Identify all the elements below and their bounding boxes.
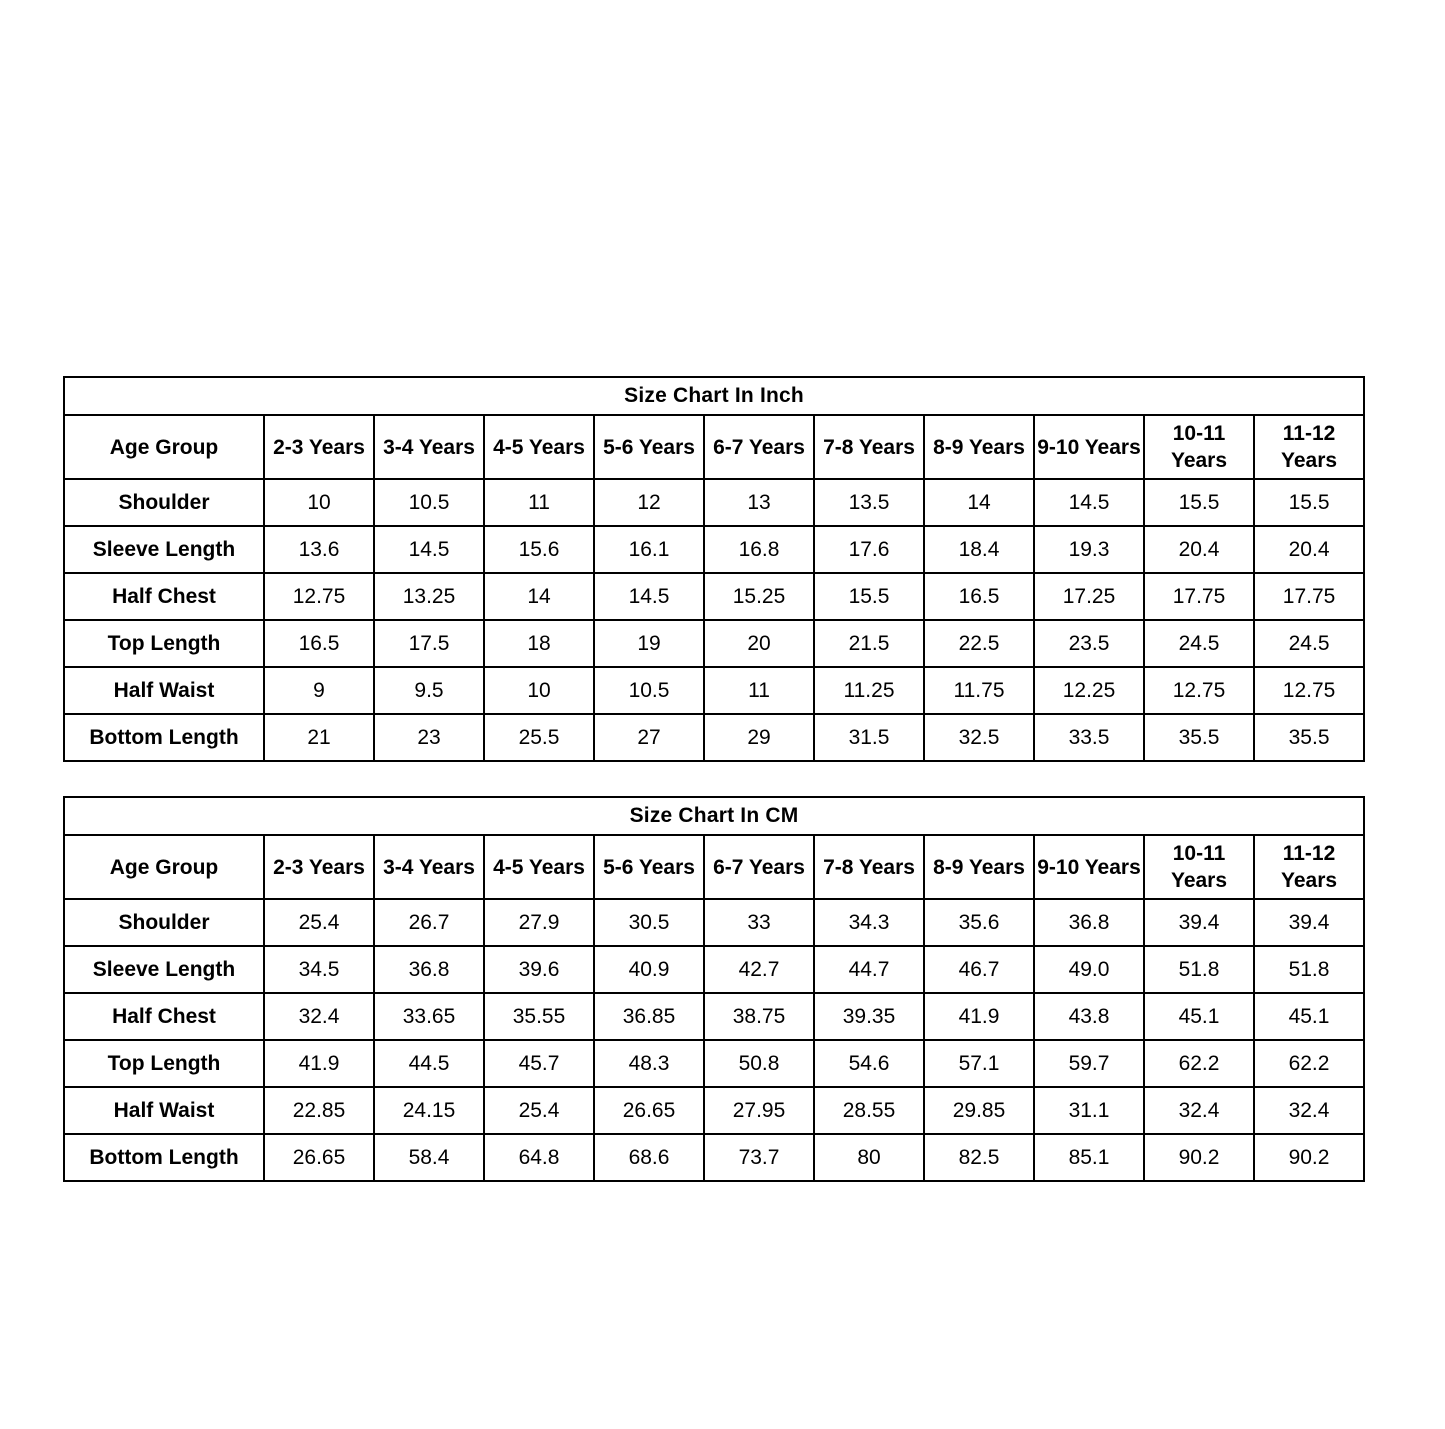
table-cell: 17.75 [1144,573,1254,620]
column-header: 3-4 Years [374,835,484,899]
table-cell: 23.5 [1034,620,1144,667]
table-cell: 11 [704,667,814,714]
column-header: 9-10 Years [1034,415,1144,479]
row-header-label: Age Group [64,415,264,479]
column-header: 7-8 Years [814,415,924,479]
table-cell: 9 [264,667,374,714]
row-label: Sleeve Length [64,946,264,993]
column-header: 6-7 Years [704,835,814,899]
row-label: Bottom Length [64,714,264,761]
column-header: 2-3 Years [264,415,374,479]
table-cell: 54.6 [814,1040,924,1087]
table-cell: 62.2 [1254,1040,1364,1087]
table-cell: 45.1 [1254,993,1364,1040]
table-cell: 24.15 [374,1087,484,1134]
table-cell: 27 [594,714,704,761]
table-cell: 64.8 [484,1134,594,1181]
row-label: Half Chest [64,573,264,620]
table-cell: 45.1 [1144,993,1254,1040]
table-cell: 21 [264,714,374,761]
table-row [64,714,1364,761]
table-cell: 15.25 [704,573,814,620]
table-cell: 80 [814,1134,924,1181]
table-cell: 17.75 [1254,573,1364,620]
column-header: 5-6 Years [594,835,704,899]
table-cell: 39.4 [1144,899,1254,946]
table-cell: 36.8 [1034,899,1144,946]
table-cell: 90.2 [1144,1134,1254,1181]
chart-title-cm: Size Chart In CM [64,797,1364,835]
column-header: 4-5 Years [484,835,594,899]
table-cell: 13.6 [264,526,374,573]
table-cell: 23 [374,714,484,761]
table-cell: 33.65 [374,993,484,1040]
table-cell: 17.5 [374,620,484,667]
column-header: 8-9 Years [924,835,1034,899]
table-cell: 27.9 [484,899,594,946]
table-cell: 31.1 [1034,1087,1144,1134]
table-cell: 29.85 [924,1087,1034,1134]
table-row [64,667,1364,714]
table-cell: 25.5 [484,714,594,761]
table-cell: 26.65 [594,1087,704,1134]
table-cell: 32.4 [264,993,374,1040]
table-header-row [64,835,1364,899]
table-cell: 15.5 [1254,479,1364,526]
table-cell: 17.25 [1034,573,1144,620]
table-row [64,899,1364,946]
row-header-label: Age Group [64,835,264,899]
table-cell: 20.4 [1144,526,1254,573]
chart-title-inch: Size Chart In Inch [64,377,1364,415]
column-header: 6-7 Years [704,415,814,479]
table-cell: 34.3 [814,899,924,946]
table-cell: 11 [484,479,594,526]
table-row [64,479,1364,526]
row-label: Half Waist [64,1087,264,1134]
table-cell: 38.75 [704,993,814,1040]
table-cell: 43.8 [1034,993,1144,1040]
table-cell: 13.25 [374,573,484,620]
table-cell: 22.85 [264,1087,374,1134]
table-cell: 17.6 [814,526,924,573]
table-cell: 32.4 [1254,1087,1364,1134]
table-cell: 32.4 [1144,1087,1254,1134]
table-cell: 9.5 [374,667,484,714]
row-label: Bottom Length [64,1134,264,1181]
table-cell: 35.55 [484,993,594,1040]
table-cell: 90.2 [1254,1134,1364,1181]
column-header: 10-11 Years [1144,415,1254,479]
table-cell: 29 [704,714,814,761]
table-cell: 51.8 [1144,946,1254,993]
table-cell: 15.6 [484,526,594,573]
table-cell: 12.75 [1254,667,1364,714]
column-header: 11-12 Years [1254,835,1364,899]
table-cell: 13.5 [814,479,924,526]
table-cell: 16.5 [264,620,374,667]
column-header: 4-5 Years [484,415,594,479]
table-title-row [64,797,1364,835]
row-label: Shoulder [64,899,264,946]
table-cell: 18 [484,620,594,667]
table-cell: 40.9 [594,946,704,993]
table-cell: 36.85 [594,993,704,1040]
table-cell: 18.4 [924,526,1034,573]
table-cell: 25.4 [264,899,374,946]
table-cell: 14.5 [374,526,484,573]
table-cell: 13 [704,479,814,526]
table-cell: 20.4 [1254,526,1364,573]
table-header-row [64,415,1364,479]
table-cell: 14.5 [594,573,704,620]
table-cell: 39.35 [814,993,924,1040]
table-cell: 49.0 [1034,946,1144,993]
column-header: 11-12 Years [1254,415,1364,479]
table-cell: 58.4 [374,1134,484,1181]
table-cell: 39.4 [1254,899,1364,946]
table-cell: 31.5 [814,714,924,761]
table-cell: 82.5 [924,1134,1034,1181]
table-spacer [63,762,1365,796]
column-header: 10-11 Years [1144,835,1254,899]
table-cell: 33 [704,899,814,946]
row-label: Half Waist [64,667,264,714]
table-cell: 50.8 [704,1040,814,1087]
table-row [64,573,1364,620]
table-cell: 39.6 [484,946,594,993]
table-row [64,526,1364,573]
table-cell: 12.75 [1144,667,1254,714]
table-cell: 10.5 [594,667,704,714]
table-cell: 12.25 [1034,667,1144,714]
table-cell: 28.55 [814,1087,924,1134]
size-chart-cm-table [63,796,1365,1182]
table-cell: 85.1 [1034,1134,1144,1181]
table-cell: 10 [264,479,374,526]
table-row [64,993,1364,1040]
table-cell: 19 [594,620,704,667]
table-cell: 24.5 [1254,620,1364,667]
table-cell: 35.6 [924,899,1034,946]
table-row [64,946,1364,993]
table-cell: 14 [484,573,594,620]
table-cell: 14 [924,479,1034,526]
table-cell: 14.5 [1034,479,1144,526]
table-cell: 34.5 [264,946,374,993]
table-cell: 62.2 [1144,1040,1254,1087]
column-header: 8-9 Years [924,415,1034,479]
table-cell: 12 [594,479,704,526]
table-cell: 68.6 [594,1134,704,1181]
column-header: 9-10 Years [1034,835,1144,899]
row-label: Top Length [64,620,264,667]
table-cell: 41.9 [924,993,1034,1040]
table-row [64,1134,1364,1181]
size-chart-inch-table [63,376,1365,762]
table-cell: 35.5 [1144,714,1254,761]
table-cell: 46.7 [924,946,1034,993]
table-cell: 11.25 [814,667,924,714]
table-cell: 35.5 [1254,714,1364,761]
row-label: Shoulder [64,479,264,526]
table-cell: 42.7 [704,946,814,993]
table-cell: 36.8 [374,946,484,993]
table-cell: 45.7 [484,1040,594,1087]
table-cell: 24.5 [1144,620,1254,667]
column-header: 3-4 Years [374,415,484,479]
table-cell: 10 [484,667,594,714]
table-cell: 16.5 [924,573,1034,620]
table-cell: 44.7 [814,946,924,993]
table-cell: 21.5 [814,620,924,667]
table-cell: 22.5 [924,620,1034,667]
table-cell: 20 [704,620,814,667]
table-cell: 11.75 [924,667,1034,714]
table-cell: 16.1 [594,526,704,573]
table-cell: 15.5 [814,573,924,620]
column-header: 7-8 Years [814,835,924,899]
table-cell: 30.5 [594,899,704,946]
table-cell: 27.95 [704,1087,814,1134]
column-header: 2-3 Years [264,835,374,899]
table-cell: 51.8 [1254,946,1364,993]
table-cell: 26.7 [374,899,484,946]
table-cell: 41.9 [264,1040,374,1087]
table-cell: 26.65 [264,1134,374,1181]
table-title-row [64,377,1364,415]
table-cell: 44.5 [374,1040,484,1087]
table-cell: 19.3 [1034,526,1144,573]
row-label: Top Length [64,1040,264,1087]
table-cell: 10.5 [374,479,484,526]
row-label: Half Chest [64,993,264,1040]
row-label: Sleeve Length [64,526,264,573]
table-cell: 59.7 [1034,1040,1144,1087]
table-row [64,1040,1364,1087]
table-row [64,1087,1364,1134]
size-charts-container [63,376,1365,1182]
table-row [64,620,1364,667]
table-cell: 32.5 [924,714,1034,761]
table-cell: 33.5 [1034,714,1144,761]
table-cell: 57.1 [924,1040,1034,1087]
column-header: 5-6 Years [594,415,704,479]
table-cell: 48.3 [594,1040,704,1087]
table-cell: 73.7 [704,1134,814,1181]
table-cell: 12.75 [264,573,374,620]
table-cell: 16.8 [704,526,814,573]
table-cell: 25.4 [484,1087,594,1134]
table-cell: 15.5 [1144,479,1254,526]
